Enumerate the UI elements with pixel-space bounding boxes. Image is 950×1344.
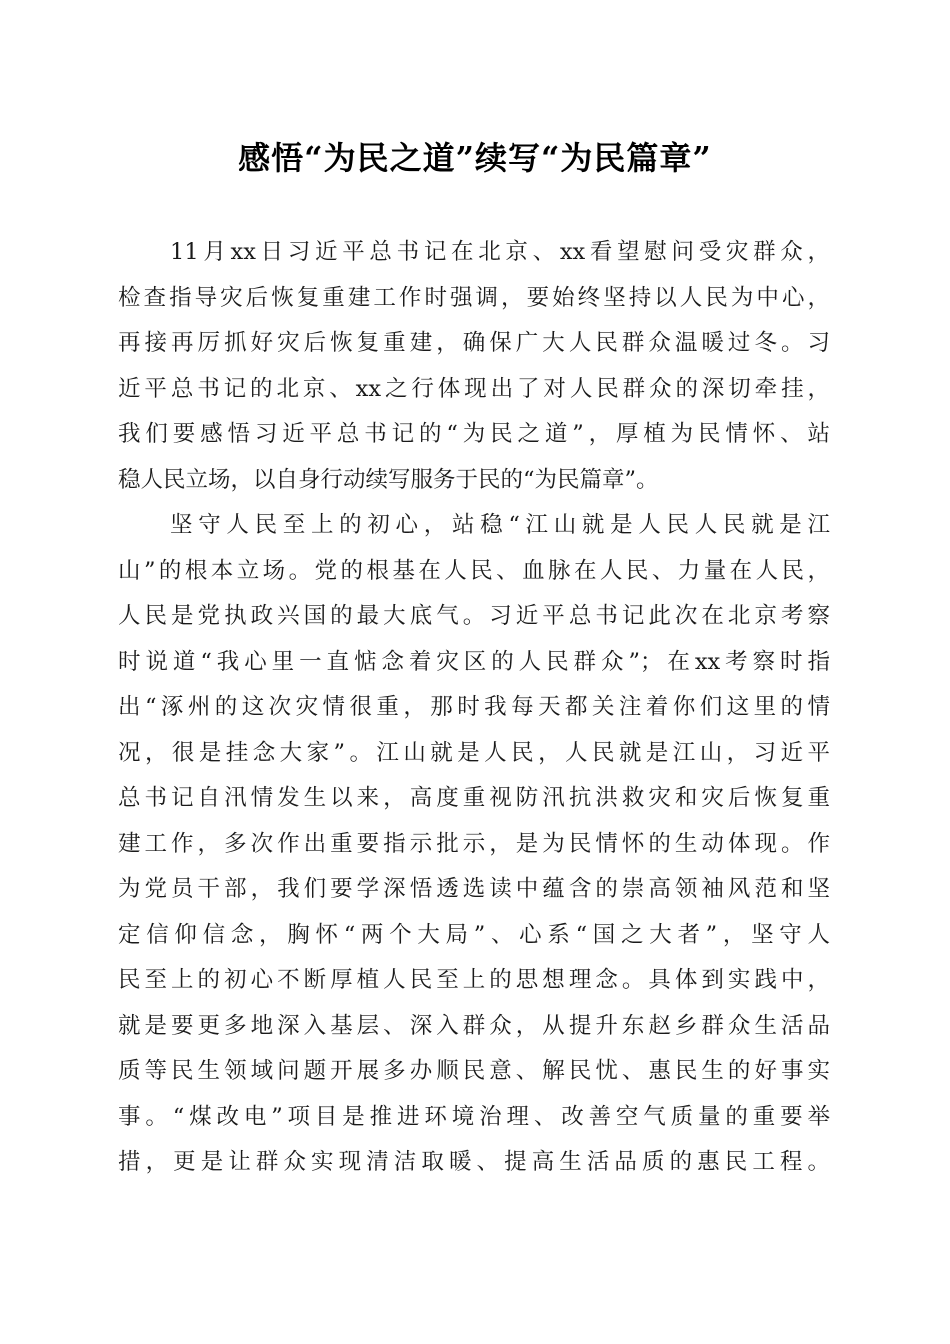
text-line: 我们要感悟习近平总书记的“为民之道”，厚植为民情怀、站: [118, 421, 830, 447]
text-line: 人民是党执政兴国的最大底气。习近平总书记此次在北京考察: [118, 603, 830, 629]
text-line: 就是要更多地深入基层、深入群众，从提升东赵乡群众生活品: [118, 1012, 830, 1039]
text-line: 定信仰信念，胸怀“两个大局”、心系“国之大者”，坚守人: [118, 921, 830, 948]
paragraph-1: [118, 230, 830, 503]
text-line: 质等民生领域问题开展多办顺民意、解民忧、惠民生的好事实: [118, 1058, 830, 1084]
text-line: 出“涿州的这次灾情很重，那时我每天都关注着你们这里的情: [118, 694, 830, 720]
text-line: 时说道“我心里一直惦念着灾区的人民群众”；在xx考察时指: [118, 648, 830, 675]
paragraph-2: [118, 503, 830, 1186]
text-line: 山”的根本立场。党的根基在人民、血脉在人民、力量在人民，: [118, 557, 830, 584]
text-line: 况，很是挂念大家”。江山就是人民，人民就是江山，习近平: [118, 739, 830, 766]
text-line: 民至上的初心不断厚植人民至上的思想理念。具体到实践中，: [118, 967, 830, 993]
text-line: 稳人民立场，以自身行动续写服务于民的“为民篇章”。: [118, 466, 659, 493]
text-line: 检查指导灾后恢复重建工作时强调，要始终坚持以人民为中心，: [118, 284, 830, 311]
text-line: 措，更是让群众实现清洁取暖、提高生活品质的惠民工程。: [118, 1149, 830, 1175]
text-line: 再接再厉抓好灾后恢复重建，确保广大人民群众温暖过冬。习: [118, 330, 830, 356]
text-line: 建工作，多次作出重要指示批示，是为民情怀的生动体现。作: [118, 830, 830, 857]
text-line: 11月xx日习近平总书记在北京、xx看望慰问受灾群众，: [170, 239, 830, 265]
text-line: 总书记自汛情发生以来，高度重视防汛抗洪救灾和灾后恢复重: [118, 785, 830, 811]
document-body: [118, 230, 830, 1186]
text-line: 为党员干部，我们要学深悟透选读中蕴含的崇高领袖风范和坚: [118, 876, 830, 902]
document-title: 感悟“为民之道”续写“为民篇章”: [238, 139, 712, 177]
text-line: 事。“煤改电”项目是推进环境治理、改善空气质量的重要举: [118, 1103, 830, 1130]
text-line: 近平总书记的北京、xx之行体现出了对人民群众的深切牵挂，: [118, 375, 830, 402]
text-line: 坚守人民至上的初心，站稳“江山就是人民人民就是江: [170, 512, 830, 538]
